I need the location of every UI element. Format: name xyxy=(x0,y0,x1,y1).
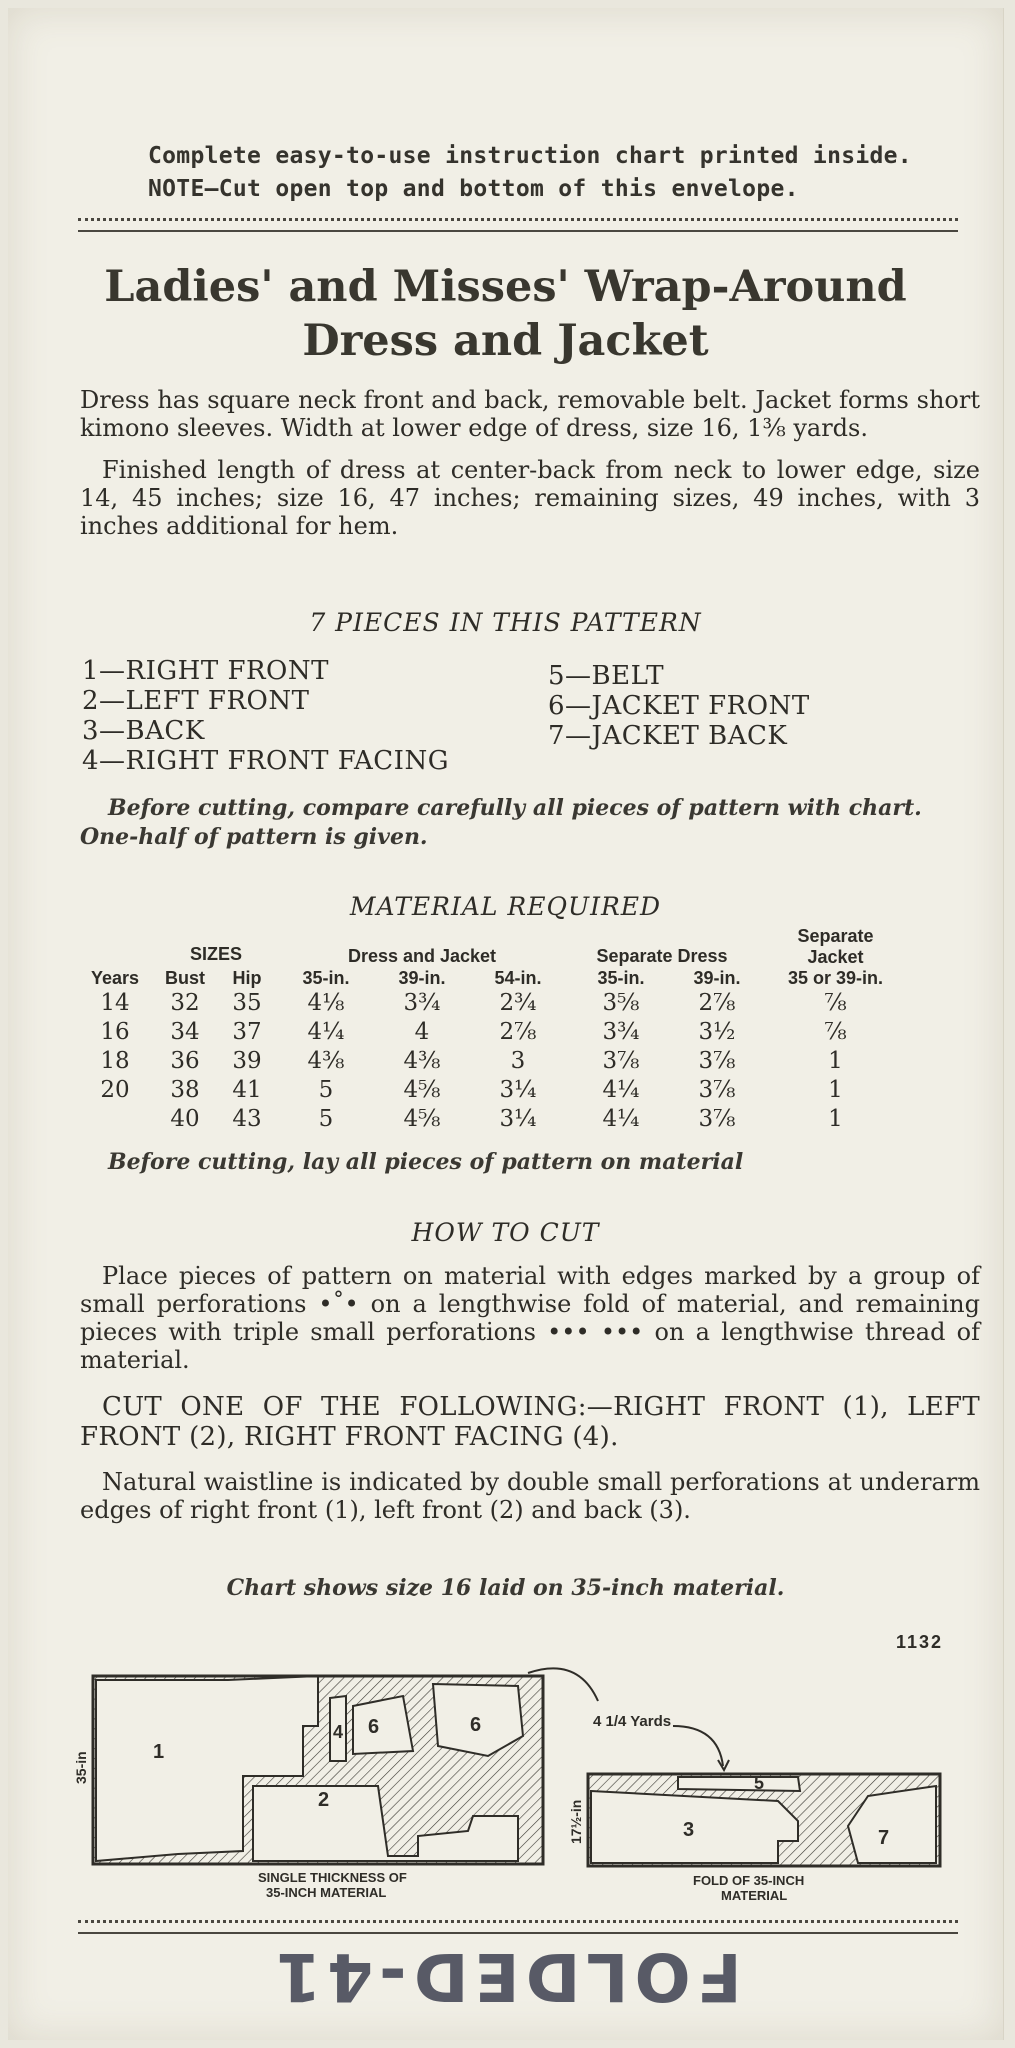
separate-jacket-line-2: Jacket xyxy=(807,947,864,967)
description-p1: Dress has square neck front and back, removable belt. Jacket forms short kimono sleeves. Width at lower edge of dress, size 16, 1⅜ yards. xyxy=(80,386,980,442)
separate-jacket-line-1: Separate xyxy=(797,926,874,946)
table-cell: 5 xyxy=(318,1077,334,1103)
piece-item: 5—BELT xyxy=(548,661,665,691)
table-cell: 20 xyxy=(100,1077,130,1103)
table-cell: 18 xyxy=(100,1048,130,1074)
yards-label: 4 1/4 Yards xyxy=(593,1713,672,1730)
piece-label: 6 xyxy=(470,1714,482,1736)
table-cell: 4¼ xyxy=(307,1019,345,1045)
caption-right-2: MATERIAL xyxy=(721,1888,788,1903)
table-cell: 37 xyxy=(232,1019,262,1045)
how-to-cut-p2: CUT ONE OF THE FOLLOWING:—RIGHT FRONT (1), LEFT FRONT (2), RIGHT FRONT FACING (4). xyxy=(80,1392,980,1452)
table-cell: 4⅜ xyxy=(307,1048,345,1074)
table-row xyxy=(76,1105,913,1134)
pieces-list-right xyxy=(548,661,810,751)
table-row xyxy=(76,1076,913,1105)
table-cell: 43 xyxy=(232,1106,262,1132)
pieces-heading: 7 PIECES IN THIS PATTERN xyxy=(309,608,702,637)
caption-left-1: SINGLE THICKNESS OF xyxy=(258,1870,407,1885)
column-header: Bust xyxy=(165,968,205,988)
column-header: 35 or 39-in. xyxy=(787,968,884,988)
how-to-cut-p1: Place pieces of pattern on material with edges marked by a group of small perforations •˚• on a lengthwise fold of material, and remaining pieces with triple small perforations ••• ••• on a lengthwise thread of material. xyxy=(80,1262,980,1374)
table-cell: 32 xyxy=(170,990,200,1016)
table-cell: 4⅝ xyxy=(403,1106,441,1132)
how-to-cut-heading: HOW TO CUT xyxy=(411,1218,600,1247)
table-cell: 35 xyxy=(232,990,262,1016)
table-cell: 3⅞ xyxy=(698,1077,736,1103)
how-to-cut-text xyxy=(80,1262,980,1524)
caption-left-2: 35-INCH MATERIAL xyxy=(266,1885,387,1900)
table-cell: 1 xyxy=(828,1106,843,1132)
yards-indicator xyxy=(528,1668,729,1770)
folded-stamp: FOLDED-41 xyxy=(269,1938,742,2015)
table-cell: 4 xyxy=(414,1019,430,1045)
compare-note-line-1: Before cutting, compare carefully all pieces of pattern with chart. xyxy=(108,795,922,821)
column-header: 39-in. xyxy=(398,968,446,988)
table-cell: 3¾ xyxy=(602,1019,640,1045)
table-cell: 5 xyxy=(318,1106,334,1132)
table-cell: 38 xyxy=(170,1077,200,1103)
piece-label: 2 xyxy=(318,1789,330,1811)
table-cell: ⅞ xyxy=(824,1019,847,1045)
piece-item: 3—BACK xyxy=(82,716,205,746)
chart-note: Chart shows size 16 laid on 35-inch material. xyxy=(226,1575,785,1601)
piece-label: 4 xyxy=(333,1722,344,1742)
pieces-list-left xyxy=(82,656,449,776)
table-cell: 3¼ xyxy=(499,1077,537,1103)
piece-5-shape xyxy=(678,1777,800,1791)
table-cell: 3⅞ xyxy=(602,1048,640,1074)
table-cell: 3⅝ xyxy=(602,990,640,1016)
table-cell: 40 xyxy=(170,1106,200,1132)
piece-item: 2—LEFT FRONT xyxy=(82,686,310,716)
title-line-1: Ladies' and Misses' Wrap-Around xyxy=(104,262,907,312)
piece-3-shape xyxy=(591,1791,798,1863)
table-cell: 4¼ xyxy=(602,1077,640,1103)
table-header-row xyxy=(76,968,913,989)
lay-note: Before cutting, lay all pieces of pattern on material xyxy=(108,1149,744,1175)
table-cell: ⅞ xyxy=(824,990,847,1016)
fold-layout xyxy=(568,1773,940,1903)
sizes-group: SIZES xyxy=(189,943,242,964)
table-group-header xyxy=(76,926,913,968)
table-cell: 4⅜ xyxy=(403,1048,441,1074)
table-cell: 3½ xyxy=(698,1019,736,1045)
bottom-divider xyxy=(78,1920,958,1934)
width-label-left: 35-in xyxy=(73,1751,89,1784)
table-cell: 3⅞ xyxy=(698,1048,736,1074)
column-header: Hip xyxy=(232,968,262,988)
caption-right-1: FOLD OF 35-INCH xyxy=(693,1873,805,1888)
table-cell: 41 xyxy=(232,1077,262,1103)
piece-item: 7—JACKET BACK xyxy=(548,721,788,751)
table-cell: 34 xyxy=(170,1019,200,1045)
piece-label: 5 xyxy=(754,1773,765,1793)
table-cell: 4⅛ xyxy=(307,990,345,1016)
piece-item: 6—JACKET FRONT xyxy=(548,691,810,721)
pattern-envelope xyxy=(8,8,1004,2040)
table-row xyxy=(76,989,913,1018)
table-cell: 3¾ xyxy=(403,990,441,1016)
table-cell: 1 xyxy=(828,1077,843,1103)
table-cell: 39 xyxy=(232,1048,262,1074)
piece-label: 7 xyxy=(878,1827,890,1849)
table-cell: 3¼ xyxy=(499,1106,537,1132)
column-header: 35-in. xyxy=(597,968,645,988)
table-cell: 14 xyxy=(100,990,130,1016)
table-row xyxy=(76,1047,913,1076)
piece-item: 4—RIGHT FRONT FACING xyxy=(82,746,449,776)
compare-note-line-2: One-half of pattern is given. xyxy=(80,824,428,850)
single-thickness-layout xyxy=(73,1676,543,1900)
column-header: Years xyxy=(90,968,140,988)
piece-item: 1—RIGHT FRONT xyxy=(82,656,329,686)
dress-jacket-group: Dress and Jacket xyxy=(347,945,497,966)
separate-jacket-group xyxy=(758,926,913,968)
table-cell: 3⅞ xyxy=(698,1106,736,1132)
piece-6a-shape xyxy=(353,1696,413,1754)
table-cell xyxy=(76,1105,154,1134)
table-row xyxy=(76,1018,913,1047)
cutting-layout-diagram xyxy=(73,1656,978,1916)
table-cell: 36 xyxy=(170,1048,200,1074)
material-heading: MATERIAL REQUIRED xyxy=(349,892,662,921)
column-header: 39-in. xyxy=(693,968,741,988)
piece-label: 3 xyxy=(683,1819,695,1841)
table-cell: 4⅝ xyxy=(403,1077,441,1103)
title-line-2: Dress and Jacket xyxy=(302,316,709,366)
cut-open-note: NOTE—Cut open top and bottom of this envelope. xyxy=(148,176,799,202)
description xyxy=(80,386,980,540)
separate-dress-group: Separate Dress xyxy=(596,945,728,966)
table-cell: 2⅞ xyxy=(499,1019,537,1045)
table-cell: 16 xyxy=(100,1019,130,1045)
table-cell: 4¼ xyxy=(602,1106,640,1132)
piece-label: 6 xyxy=(368,1716,380,1738)
table-cell: 2⅞ xyxy=(698,990,736,1016)
envelope-note xyxy=(148,140,912,206)
description-p2: Finished length of dress at center-back from neck to lower edge, size 14, 45 inches; size 16, 47 inches; remaining sizes, 49 inches, with 3 inches additional for hem. xyxy=(80,456,980,540)
top-divider xyxy=(78,218,958,232)
column-header: 35-in. xyxy=(302,968,350,988)
table-cell: 2¾ xyxy=(499,990,537,1016)
how-to-cut-p3: Natural waistline is indicated by double small perforations at underarm edges of right front (1), left front (2) and back (3). xyxy=(80,1468,980,1524)
width-label-right: 17½-in xyxy=(568,1799,584,1844)
table-cell: 3 xyxy=(510,1048,526,1074)
column-header: 54-in. xyxy=(494,968,542,988)
material-table xyxy=(76,926,913,1134)
compare-note xyxy=(80,794,922,852)
pattern-title xyxy=(8,260,1003,368)
piece-label: 1 xyxy=(153,1741,165,1763)
pattern-number: 1132 xyxy=(896,1632,944,1652)
instruction-note: Complete easy-to-use instruction chart printed inside. xyxy=(148,143,912,169)
table-cell: 1 xyxy=(828,1048,843,1074)
table-body xyxy=(76,989,913,1134)
